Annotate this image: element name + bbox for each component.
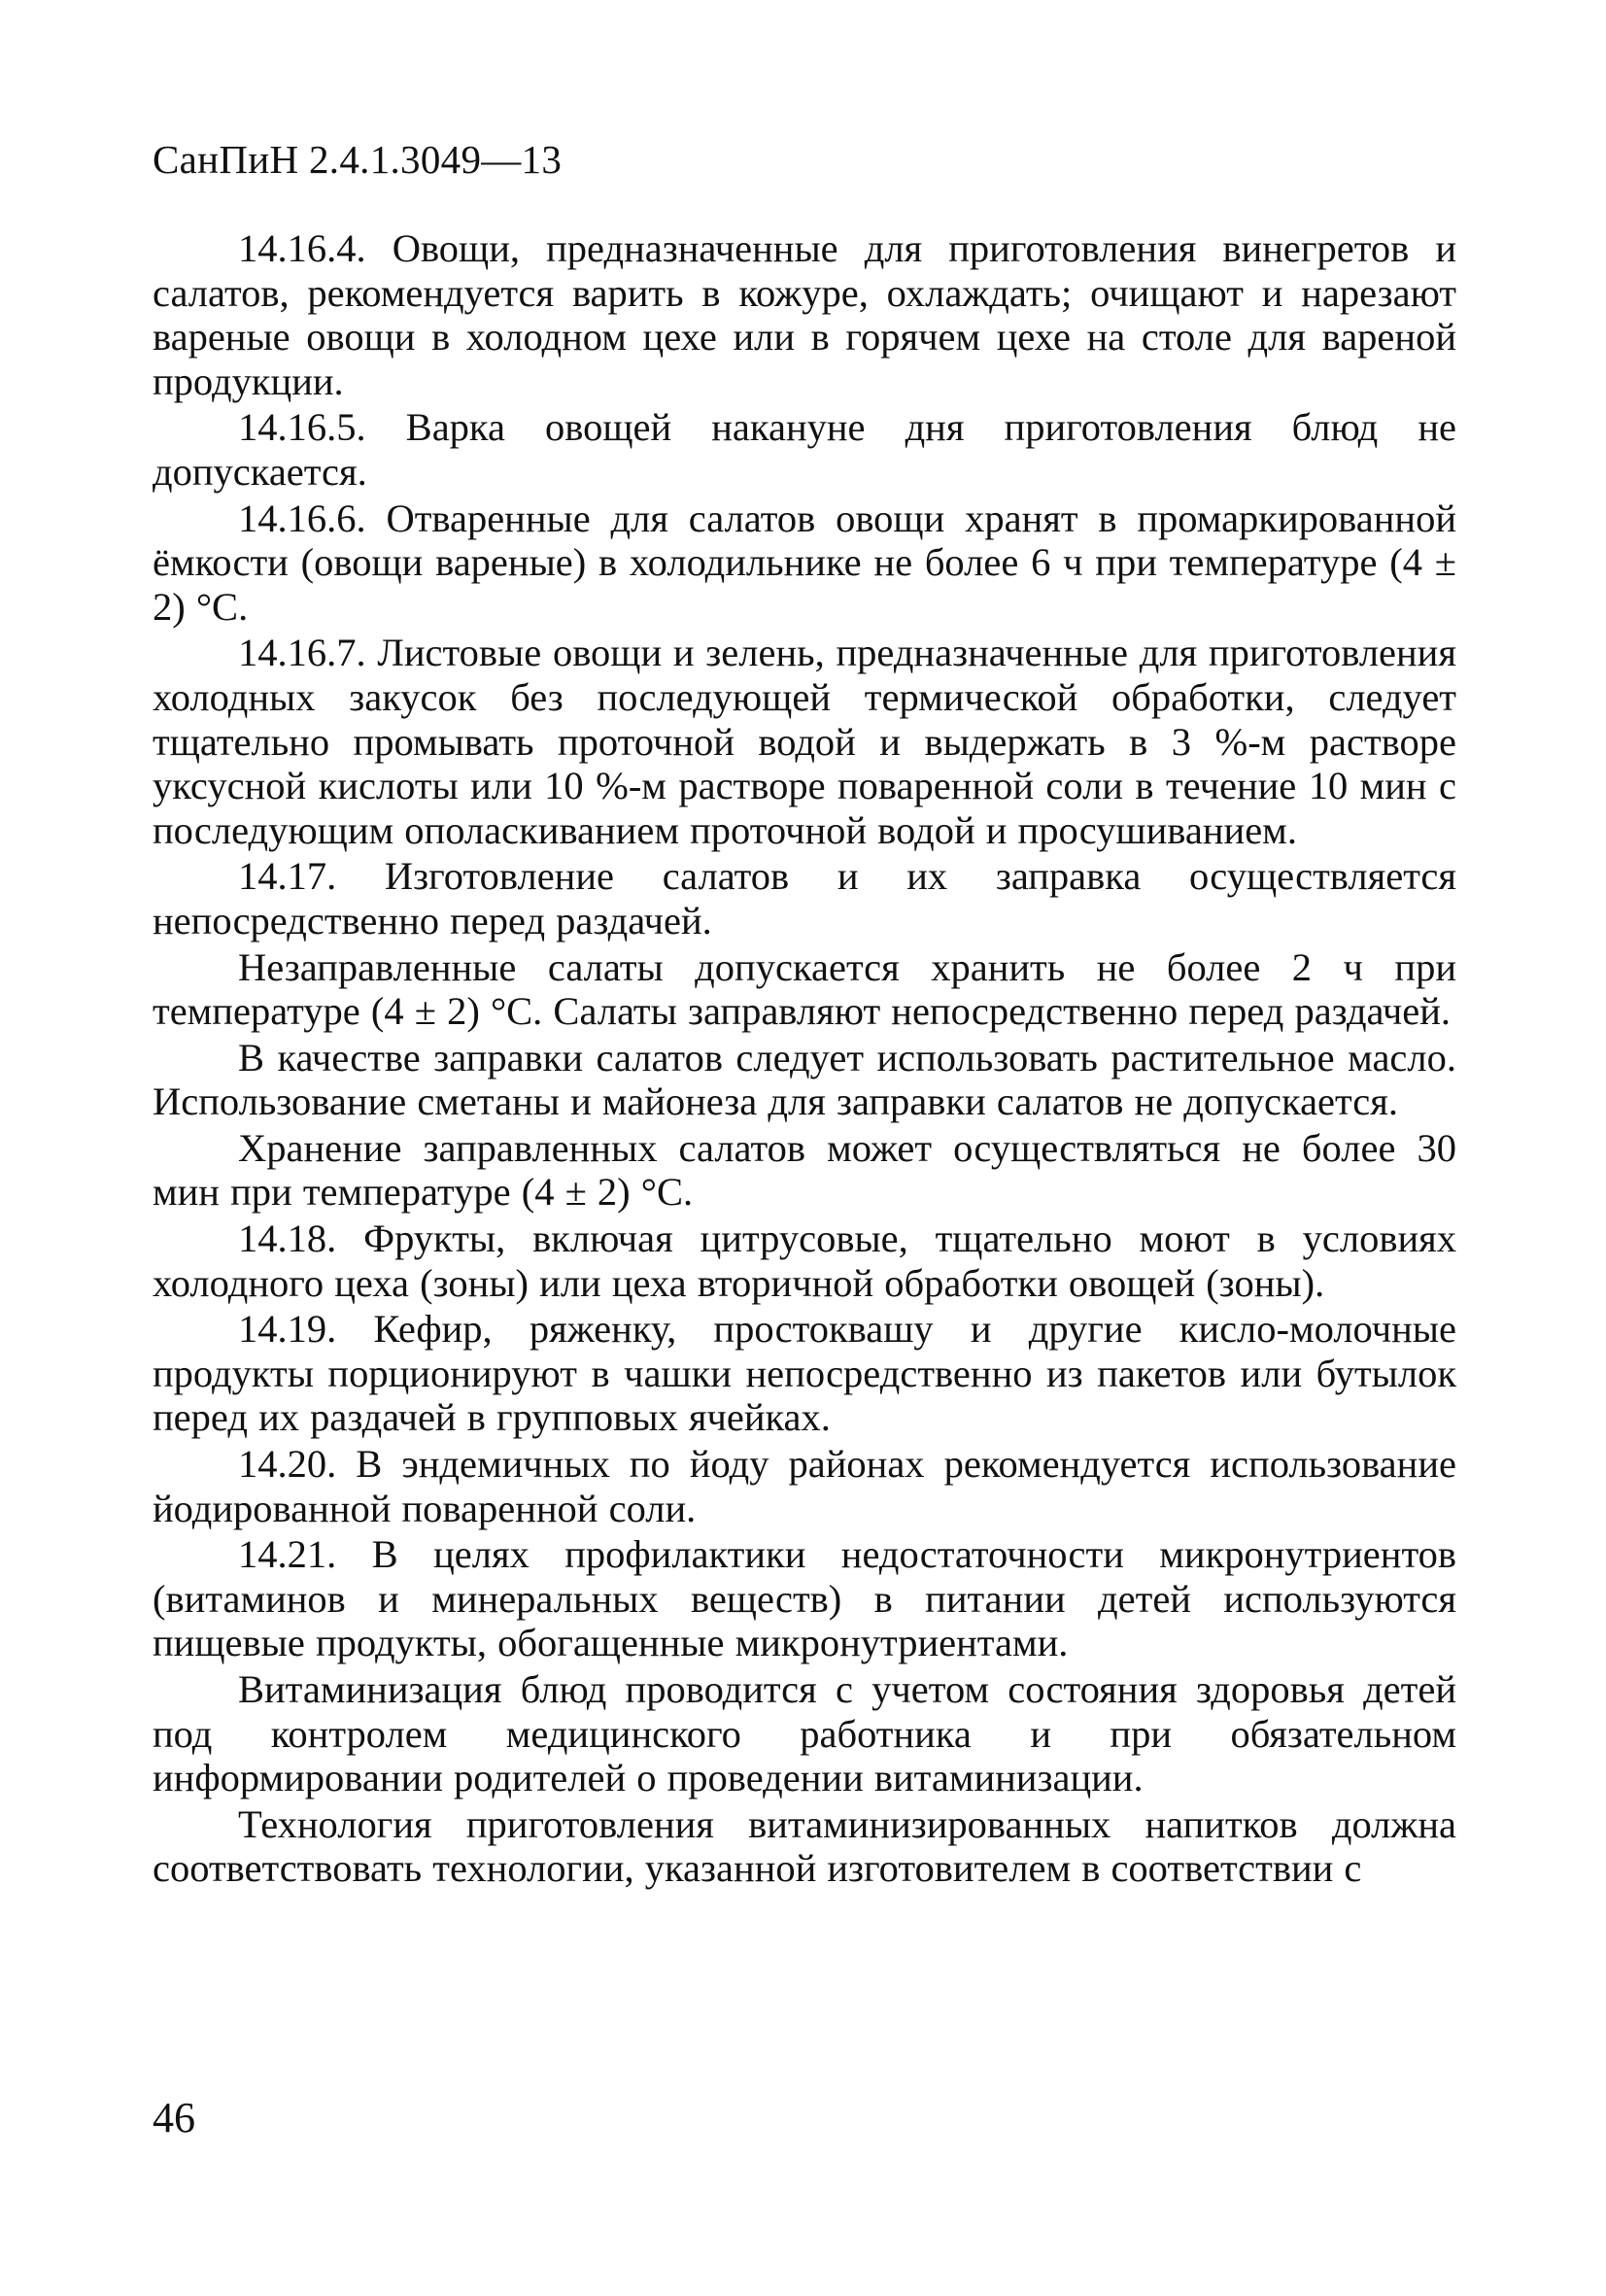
paragraph-14-20: 14.20. В эндемичных по йоду районах рекомендуется использование йодированной поваренной соли. <box>153 1442 1456 1530</box>
paragraph-unseasoned-salads: Незаправленные салаты допускается хранить не более 2 ч при температуре (4 ± 2) °С. Салаты заправляют непосредственно перед раздачей. <box>153 944 1456 1034</box>
paragraph-14-16-5: 14.16.5. Варка овощей накануне дня приготовления блюд не допускается. <box>153 405 1456 494</box>
paragraph-vitaminization: Витаминизация блюд проводится с учетом состояния здоровья детей под контролем медицинского работника и при обязательном информировании родителей о проведении витаминизации. <box>153 1667 1456 1800</box>
paragraph-vitamin-drinks: Технология приготовления витаминизированных напитков должна соответствовать технологии, указанной изготовителем в соответствии с <box>153 1801 1456 1891</box>
paragraph-14-18: 14.18. Фрукты, включая цитрусовые, тщательно моют в условиях холодного цеха (зоны) или цеха вторичной обработки овощей (зоны). <box>153 1217 1456 1305</box>
paragraph-14-16-7: 14.16.7. Листовые овощи и зелень, предназначенные для приготовления холодных закусок без последующей термической обработки, следует тщательно промывать проточной водой и выдержать в 3 %-м растворе уксусной кислоты или 10 %-м растворе поваренной соли в течение 10 мин с последующим ополаскиванием проточной водой и просушиванием. <box>153 631 1456 852</box>
page-number: 46 <box>153 2094 195 2142</box>
paragraph-14-17: 14.17. Изготовление салатов и их заправка осуществляется непосредственно перед раздачей. <box>153 854 1456 942</box>
paragraph-14-21: 14.21. В целях профилактики недостаточности микронутриентов (витаминов и минеральных веществ) в питании детей используются пищевые продукты, обогащенные микронутриентами. <box>153 1532 1456 1665</box>
paragraph-14-16-4: 14.16.4. Овощи, предназначенные для приготовления винегретов и салатов, рекомендуется варить в кожуре, охлаждать; очищают и нарезают вареные овощи в холодном цехе или в горячем цехе на столе для вареной продукции. <box>153 226 1456 403</box>
paragraph-14-19: 14.19. Кефир, ряженку, простоквашу и другие кисло-молочные продукты порционируют в чашки непосредственно из пакетов или бутылок перед их раздачей в групповых ячейках. <box>153 1307 1456 1440</box>
paragraph-14-16-6: 14.16.6. Отваренные для салатов овощи хранят в промаркированной ёмкости (овощи вареные) в холодильнике не более 6 ч при температуре (4 ± 2) °С. <box>153 496 1456 629</box>
document-body <box>153 226 1456 1891</box>
paragraph-dressed-salad-storage: Хранение заправленных салатов может осуществляться не более 30 мин при температуре (4 ± 2) °С. <box>153 1125 1456 1215</box>
running-header: СанПиН 2.4.1.3049—13 <box>153 137 563 182</box>
paragraph-salad-dressing: В качестве заправки салатов следует использовать растительное масло. Использование сметаны и майонеза для заправки салатов не допускается. <box>153 1035 1456 1124</box>
